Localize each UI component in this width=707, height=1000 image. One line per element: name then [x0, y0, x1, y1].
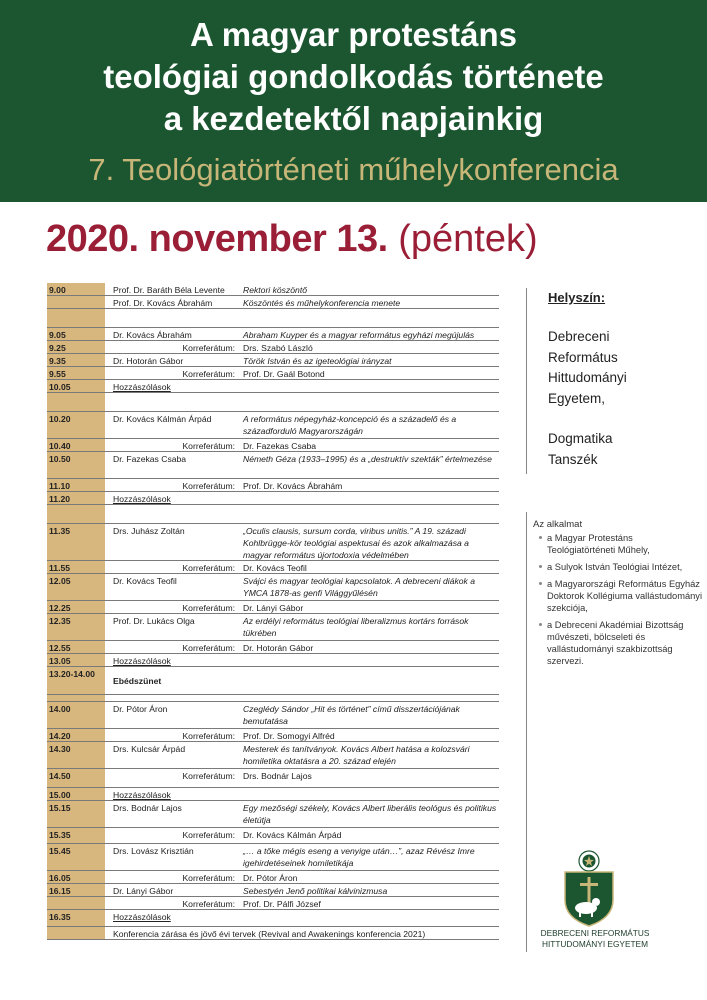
talk-title: Az erdélyi református teológiai liberalizmus kortárs források tükrében	[243, 616, 469, 638]
schedule-row	[47, 667, 499, 695]
schedule-time: 11.10	[49, 481, 71, 491]
schedule-time: 11.20	[49, 494, 71, 504]
discussion-label: Hozzászólások	[113, 656, 171, 666]
schedule-row	[47, 897, 499, 910]
talk-title: Egy mezőségi székely, Kovács Albert liberális teológus és politikus életútja	[243, 803, 497, 825]
schedule-row	[47, 328, 499, 341]
speaker-name: Dr. Fazekas Csaba	[113, 454, 187, 464]
schedule-row	[47, 296, 499, 309]
event-date	[46, 214, 538, 264]
speaker-name: Dr. Pótor Áron	[113, 704, 168, 714]
schedule-row	[47, 524, 499, 561]
schedule-time: 16.35	[49, 912, 71, 922]
venue-line	[548, 409, 698, 429]
schedule-time: 10.05	[49, 382, 71, 392]
schedule-time: 14.00	[49, 704, 71, 714]
university-name	[520, 928, 670, 950]
schedule-row	[47, 788, 499, 801]
schedule-row	[47, 492, 499, 505]
schedule-time: 12.55	[49, 643, 71, 653]
schedule-time: 14.50	[49, 771, 71, 781]
coreferate-label: Korreferátum:	[182, 441, 235, 451]
page-title	[0, 14, 707, 140]
coreferate-label: Korreferátum:	[182, 481, 235, 491]
schedule-time: 9.35	[49, 356, 66, 366]
schedule-row	[47, 884, 499, 897]
schedule-row	[47, 695, 499, 702]
venue-line: Debreceni	[548, 329, 610, 344]
discussion-label: Hozzászólások	[113, 382, 171, 392]
coreferate-label: Korreferátum:	[182, 643, 235, 653]
university-line: HITTUDOMÁNYI EGYETEM	[541, 939, 649, 949]
schedule-row	[47, 574, 499, 601]
speaker-name: Prof. Dr. Lukács Olga	[113, 616, 195, 626]
schedule-time: 15.00	[49, 790, 71, 800]
talk-title: Köszöntés és műhelykonferencia menete	[243, 298, 401, 308]
schedule-row	[47, 801, 499, 828]
venue-line: Hittudományi	[548, 370, 627, 385]
schedule-row	[47, 927, 499, 940]
talk-title: Czeglédy Sándor „Hit és történet” című disszertációjának bemutatása	[243, 704, 460, 726]
coreferate-label: Korreferátum:	[182, 771, 235, 781]
organizer-item: a Debreceni Akadémiai Bizottság művészeti, bölcseleti és vallástudományi szakbizottság szervezi.	[538, 619, 703, 667]
schedule-time: 9.25	[49, 343, 66, 353]
schedule-row	[47, 452, 499, 479]
venue-line: Egyetem,	[548, 390, 606, 406]
coreferate-speaker: Dr. Kovács Kálmán Árpád	[243, 830, 342, 840]
title-line: A magyar protestáns	[189, 16, 518, 53]
talk-title: Sebestyén Jenő politikai kálvinizmusa	[243, 886, 388, 896]
organizer-item: a Magyarországi Református Egyház Doktorok Kollégiuma vallástudományi szekciója,	[538, 578, 703, 614]
coreferate-label: Korreferátum:	[182, 343, 235, 353]
speaker-name: Prof. Dr. Baráth Béla Levente	[113, 285, 225, 295]
schedule-row	[47, 614, 499, 641]
schedule-row	[47, 641, 499, 654]
coreferate-speaker: Prof. Dr. Pálfi József	[243, 899, 321, 909]
speaker-name: Prof. Dr. Kovács Ábrahám	[113, 298, 213, 308]
schedule-row	[47, 769, 499, 788]
organizer-item: a Magyar Protestáns Teológiatörténeti Műhely,	[538, 532, 703, 556]
talk-title: A református népegyház-koncepció és a századelő és a századforduló Magyarországán	[243, 414, 457, 436]
schedule-row	[47, 439, 499, 452]
coreferate-speaker: Dr. Pótor Áron	[243, 873, 298, 883]
schedule-time: 16.15	[49, 886, 71, 896]
schedule-row	[47, 729, 499, 742]
speaker-name: Drs. Juhász Zoltán	[113, 526, 185, 536]
lunch-break-label: Ebédszünet	[113, 676, 162, 686]
schedule-row	[47, 380, 499, 393]
talk-title: Németh Géza (1933–1995) és a „destruktív szekták” értelmezése	[243, 454, 492, 464]
university-line: DEBRECENI REFORMÁTUS	[540, 928, 650, 938]
organizers-list	[538, 532, 703, 672]
coreferate-label: Korreferátum:	[182, 731, 235, 741]
schedule-time: 12.05	[49, 576, 71, 586]
schedule-row	[47, 283, 499, 296]
title-line: a kezdetektől napjainkig	[163, 100, 544, 137]
schedule-row	[47, 844, 499, 871]
schedule-row	[47, 601, 499, 614]
coreferate-speaker: Prof. Dr. Somogyi Alfréd	[243, 731, 335, 741]
venue-line: Református	[548, 349, 618, 365]
coreferate-speaker: Dr. Hotorán Gábor	[243, 643, 314, 653]
discussion-label: Hozzászólások	[113, 790, 171, 800]
schedule-row	[47, 505, 499, 524]
schedule-row	[47, 354, 499, 367]
schedule-row	[47, 561, 499, 574]
venue-label: Helyszín:	[548, 290, 606, 305]
schedule-time: 16.05	[49, 873, 71, 883]
schedule-row	[47, 871, 499, 884]
coreferate-speaker: Dr. Fazekas Csaba	[243, 441, 317, 451]
schedule-row	[47, 367, 499, 380]
talk-title: Rektori köszöntő	[243, 285, 308, 295]
organizers-intro: Az alkalmat	[533, 519, 583, 530]
schedule-time: 14.20	[49, 731, 71, 741]
speaker-name: Dr. Kovács Ábrahám	[113, 330, 192, 340]
schedule-time: 9.00	[49, 285, 66, 295]
schedule-row	[47, 742, 499, 769]
talk-title: Svájci és magyar teológiai kapcsolatok. A debreceni diákok a YMCA 1878-as genfi Világgyűlésén	[243, 576, 475, 598]
schedule-row	[47, 341, 499, 354]
schedule-time: 11.35	[49, 526, 71, 536]
coreferate-speaker: Drs. Szabó László	[243, 343, 313, 353]
divider	[526, 288, 527, 474]
venue-line: Tanszék	[548, 451, 598, 467]
talk-title: Mesterek és tanítványok. Kovács Albert hatása a kolozsvári homiletika oktatásra a 20. század elején	[243, 744, 470, 766]
speaker-name: Dr. Kovács Teofil	[113, 576, 177, 586]
page-subtitle: 7. Teológiatörténeti műhelykonferencia	[88, 152, 619, 187]
coreferate-label: Korreferátum:	[182, 873, 235, 883]
university-emblem-icon	[559, 850, 619, 928]
schedule-row	[47, 654, 499, 667]
header-banner	[0, 0, 707, 202]
schedule-time: 15.45	[49, 846, 71, 856]
schedule-time: 12.25	[49, 603, 71, 613]
discussion-label: Hozzászólások	[113, 912, 171, 922]
schedule-row	[47, 828, 499, 844]
closing-label: Konferencia zárása és jövő évi tervek (Revival and Awakenings konferencia 2021)	[113, 929, 426, 939]
coreferate-label: Korreferátum:	[182, 830, 235, 840]
coreferate-speaker: Drs. Bodnár Lajos	[243, 771, 312, 781]
date-weekday: (péntek)	[398, 218, 538, 260]
coreferate-speaker: Dr. Lányi Gábor	[243, 603, 304, 613]
schedule-row	[47, 309, 499, 328]
schedule-row	[47, 393, 499, 412]
coreferate-label: Korreferátum:	[182, 899, 235, 909]
schedule-row	[47, 910, 499, 927]
schedule-row	[47, 702, 499, 729]
coreferate-speaker: Prof. Dr. Gaál Botond	[243, 369, 325, 379]
schedule-time: 13.20-14.00	[49, 669, 95, 679]
schedule-time: 10.50	[49, 454, 71, 464]
speaker-name: Dr. Lányi Gábor	[113, 886, 174, 896]
coreferate-speaker: Dr. Kovács Teofil	[243, 563, 307, 573]
speaker-name: Drs. Lovász Krisztián	[113, 846, 194, 856]
coreferate-label: Korreferátum:	[182, 369, 235, 379]
schedule-row	[47, 412, 499, 439]
schedule-time: 10.40	[49, 441, 71, 451]
discussion-label: Hozzászólások	[113, 494, 171, 504]
venue-text	[548, 327, 698, 470]
coreferate-label: Korreferátum:	[182, 603, 235, 613]
talk-title: Török István és az igeteológiai irányzat	[243, 356, 392, 366]
date-main: 2020. november 13.	[46, 218, 388, 260]
talk-title: Abraham Kuyper és a magyar református egyházi megújulás	[243, 330, 475, 340]
schedule-time: 9.55	[49, 369, 66, 379]
coreferate-label: Korreferátum:	[182, 563, 235, 573]
title-line: teológiai gondolkodás története	[103, 58, 604, 95]
schedule-time: 13.05	[49, 656, 71, 666]
schedule-time: 12.35	[49, 616, 71, 626]
organizer-item: a Sulyok István Teológiai Intézet,	[538, 561, 703, 573]
schedule-row	[47, 479, 499, 492]
speaker-name: Dr. Hotorán Gábor	[113, 356, 184, 366]
talk-title: „Oculis clausis, sursum corda, viribus unitis.” A 19. századi Kohlbrügge-kör teológiai aspektusai és azok alkalmazása a magyar református újortodoxia védelmében	[243, 526, 469, 560]
talk-title: „… a tőke mégis eseng a venyige után…”, azaz Révész Imre igehirdetéseinek homiletikája	[243, 846, 475, 868]
schedule-time: 9.05	[49, 330, 66, 340]
schedule-time: 14.30	[49, 744, 71, 754]
speaker-name: Drs. Bodnár Lajos	[113, 803, 182, 813]
speaker-name: Drs. Kulcsár Árpád	[113, 744, 186, 754]
schedule-time: 11.55	[49, 563, 71, 573]
divider	[526, 512, 527, 952]
schedule-time: 10.20	[49, 414, 71, 424]
schedule-time: 15.15	[49, 803, 71, 813]
schedule-time: 15.35	[49, 830, 71, 840]
speaker-name: Dr. Kovács Kálmán Árpád	[113, 414, 212, 424]
coreferate-speaker: Prof. Dr. Kovács Ábrahám	[243, 481, 343, 491]
venue-line: Dogmatika	[548, 431, 613, 446]
